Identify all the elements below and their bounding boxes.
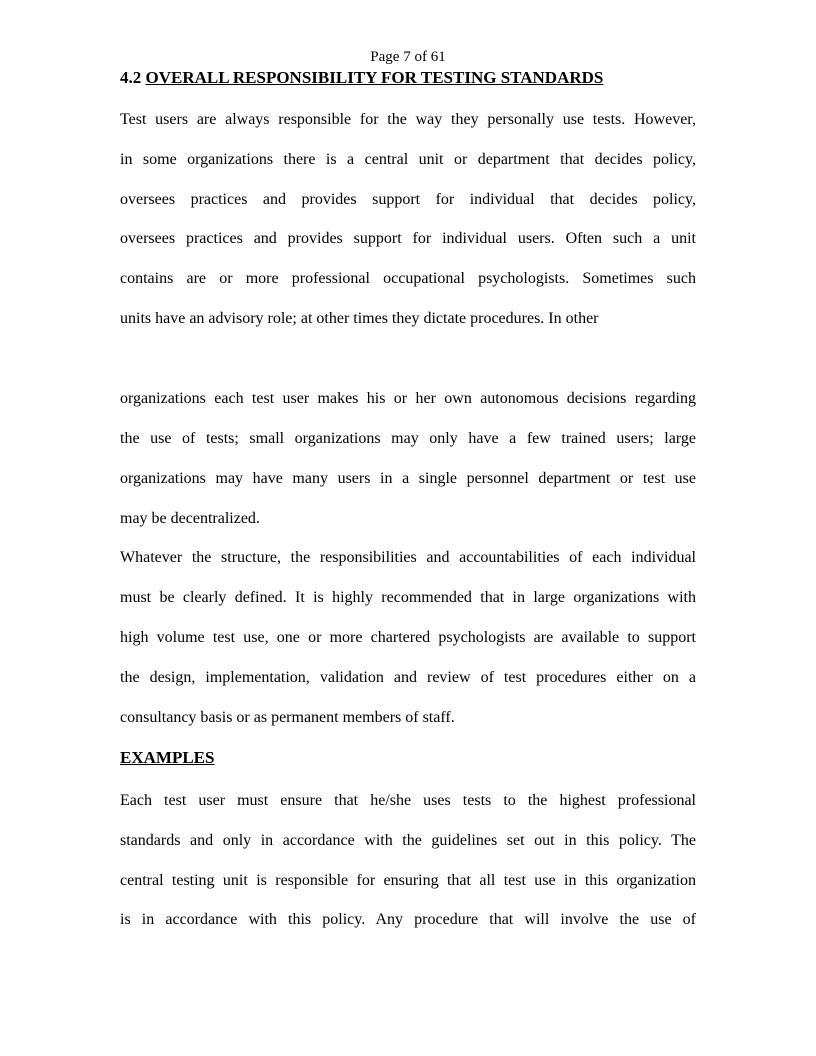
paragraph-line: may be decentralized. [120,510,260,527]
paragraph-line: the design, implementation, validation and review of test procedures either on a [120,669,696,686]
paragraph-line: oversees practices and provides support for individual users. Often such a unit [120,230,696,247]
section-title: OVERALL RESPONSIBILITY FOR TESTING STANDARDS [145,68,604,87]
paragraph-line: contains are or more professional occupational psychologists. Sometimes such [120,270,696,287]
paragraph-line: units have an advisory role; at other times they dictate procedures. In other [120,310,599,327]
page-number: Page 7 of 61 [370,49,446,65]
paragraph-line: central testing unit is responsible for ensuring that all test use in this organization [120,872,696,889]
paragraph-line: is in accordance with this policy. Any procedure that will involve the use of [120,911,696,928]
section-number: 4.2 [120,68,142,87]
paragraph-line: organizations may have many users in a single personnel department or test use [120,470,696,487]
paragraph-line: Whatever the structure, the responsibilities and accountabilities of each individual [120,549,696,566]
paragraph-line: high volume test use, one or more chartered psychologists are available to support [120,629,696,646]
paragraph-line: the use of tests; small organizations may only have a few trained users; large [120,430,696,447]
section-heading [120,68,603,88]
paragraph-line: consultancy basis or as permanent members of staff. [120,709,455,726]
paragraph-line: Test users are always responsible for the way they personally use tests. However, [120,111,696,128]
paragraph-line: oversees practices and provides support for individual that decides policy, [120,191,696,208]
paragraph-line: organizations each test user makes his or her own autonomous decisions regarding [120,390,696,407]
paragraph-line: in some organizations there is a central unit or department that decides policy, [120,151,696,168]
examples-heading: EXAMPLES [120,748,215,767]
paragraph-line: standards and only in accordance with the guidelines set out in this policy. The [120,832,696,849]
paragraph-line: must be clearly defined. It is highly recommended that in large organizations with [120,589,696,606]
paragraph-line: Each test user must ensure that he/she uses tests to the highest professional [120,792,696,809]
